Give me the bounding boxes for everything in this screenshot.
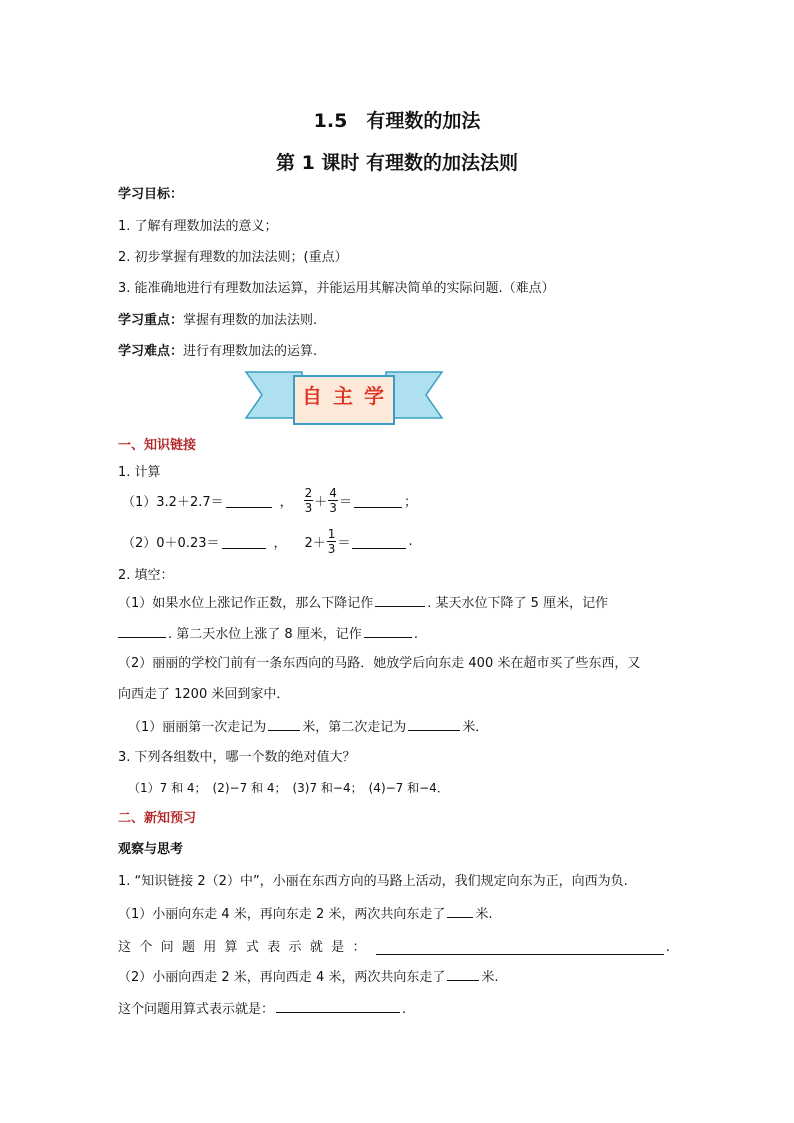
p3-char: 算 xyxy=(224,940,238,955)
p3-char: 这 xyxy=(118,940,132,955)
q1-heading: 1. 计算 xyxy=(118,465,161,480)
key-point-label: 学习重点： xyxy=(118,313,184,328)
q2a-line-2: . 第二天水位上涨了 8 厘米，记作 . xyxy=(118,624,418,644)
key-point xyxy=(118,312,317,330)
q1b-fraction: $\frac{1}{3}$ xyxy=(327,527,336,556)
p3-char: 题 xyxy=(181,940,195,955)
p3-char: 个 xyxy=(139,940,153,955)
q1a-blank-1[interactable] xyxy=(226,494,272,508)
p3-char: 式 xyxy=(245,940,259,955)
section1-heading: 一、知识链接 xyxy=(118,438,197,453)
p3-char: 是 xyxy=(331,940,345,955)
q2a-blank-3[interactable] xyxy=(364,624,412,638)
q2a-blank-2[interactable] xyxy=(118,624,166,638)
goal-item-2: 2. 初步掌握有理数的加法法则；(重点） xyxy=(118,250,348,265)
q1a-sep: ， xyxy=(279,495,293,510)
q2-heading: 2. 填空： xyxy=(118,568,174,583)
q1b-sep: ， xyxy=(273,536,287,551)
q1a-plus: ＋ xyxy=(314,495,328,510)
q2a-blank-1[interactable] xyxy=(375,593,425,607)
goal-item-3: 3. 能准确地进行有理数加法运算，并能运用其解决简单的实际问题.（难点） xyxy=(118,281,555,296)
q1a-end: ； xyxy=(403,495,417,510)
preview-p3 xyxy=(118,936,670,955)
difficult-point xyxy=(118,343,317,361)
preview-blank-3[interactable] xyxy=(447,967,479,981)
banner-text: 自 主 学 xyxy=(302,384,386,408)
p3-char: 用 xyxy=(203,940,217,955)
q1a-eq: ＝ xyxy=(338,495,352,510)
p3-char: 示 xyxy=(288,940,302,955)
p3-char: 表 xyxy=(267,940,281,955)
q2b-line-3: （1）丽丽第一次走记为 米，第二次走记为 米． xyxy=(128,717,488,737)
difficult-point-label: 学习难点： xyxy=(118,344,184,359)
q1b-eq: ＝ xyxy=(337,536,351,551)
observe-think-heading: 观察与思考 xyxy=(118,842,184,857)
p3-char: ： xyxy=(352,940,366,955)
key-point-text: 掌握有理数的加法法则. xyxy=(183,313,318,328)
preview-p2: （1）小丽向东走 4 米，再向东走 2 米，两次共向东走了 米. xyxy=(118,904,492,924)
preview-blank-2[interactable] xyxy=(376,941,664,955)
q1b-end: . xyxy=(408,534,413,549)
q2b-blank-1[interactable] xyxy=(268,717,300,731)
q1b-pre: 2＋ xyxy=(304,536,326,551)
q2b-blank-2[interactable] xyxy=(408,717,460,731)
p3-char: 问 xyxy=(160,940,174,955)
q2a-line-1: （1）如果水位上涨记作正数，那么下降记作 . 某天水位下降了 5 厘米，记作 xyxy=(118,593,608,613)
goal-item-1: 1. 了解有理数加法的意义； xyxy=(118,219,278,234)
p3-char: 就 xyxy=(309,940,323,955)
lesson-subtitle: 第 1 课时 有理数的加法法则 xyxy=(275,152,519,174)
q3-options: （1）7 和 4； (2)−7 和 4； (3)7 和−4； (4)−7 和−4． xyxy=(128,781,449,795)
q3-heading: 3. 下列各组数中，哪一个数的绝对值大？ xyxy=(118,750,356,765)
preview-blank-4[interactable] xyxy=(276,999,400,1013)
q1a-fraction-1: $\frac{2}{3}$ xyxy=(304,486,313,515)
preview-p4: （2）小丽向西走 2 米，再向西走 4 米，两次共向东走了 米. xyxy=(118,967,498,987)
p3-answer: . xyxy=(374,936,670,955)
q2b-line-2: 向西走了 1200 米回到家中． xyxy=(118,687,290,702)
q1a-fraction-2: $\frac{4}{3}$ xyxy=(329,486,337,515)
q1b-row xyxy=(122,527,413,556)
preview-blank-1[interactable] xyxy=(447,904,473,918)
difficult-point-text: 进行有理数加法的运算. xyxy=(183,344,318,359)
lesson-title: 1.5 有理数的加法 xyxy=(313,110,481,132)
q1a-label: （1）3.2＋2.7＝ xyxy=(122,495,224,510)
q1b-blank-1[interactable] xyxy=(222,535,266,549)
section2-heading: 二、新知预习 xyxy=(118,811,197,826)
q2b-line-1: （2）丽丽的学校门前有一条东西向的马路．她放学后向东走 400 米在超市买了些东西，又 xyxy=(118,656,641,671)
preview-p5: 这个问题用算式表示就是： . xyxy=(118,999,406,1019)
goals-heading: 学习目标： xyxy=(118,187,184,202)
preview-p1: 1. “知识链接 2（2）中”，小丽在东西方向的马路上活动，我们规定向东为正，向西为负. xyxy=(118,874,628,889)
q1a-blank-2[interactable] xyxy=(354,494,402,508)
q1b-label: （2）0＋0.23＝ xyxy=(122,536,220,551)
q1a-row xyxy=(122,486,417,515)
q1b-blank-2[interactable] xyxy=(352,535,406,549)
